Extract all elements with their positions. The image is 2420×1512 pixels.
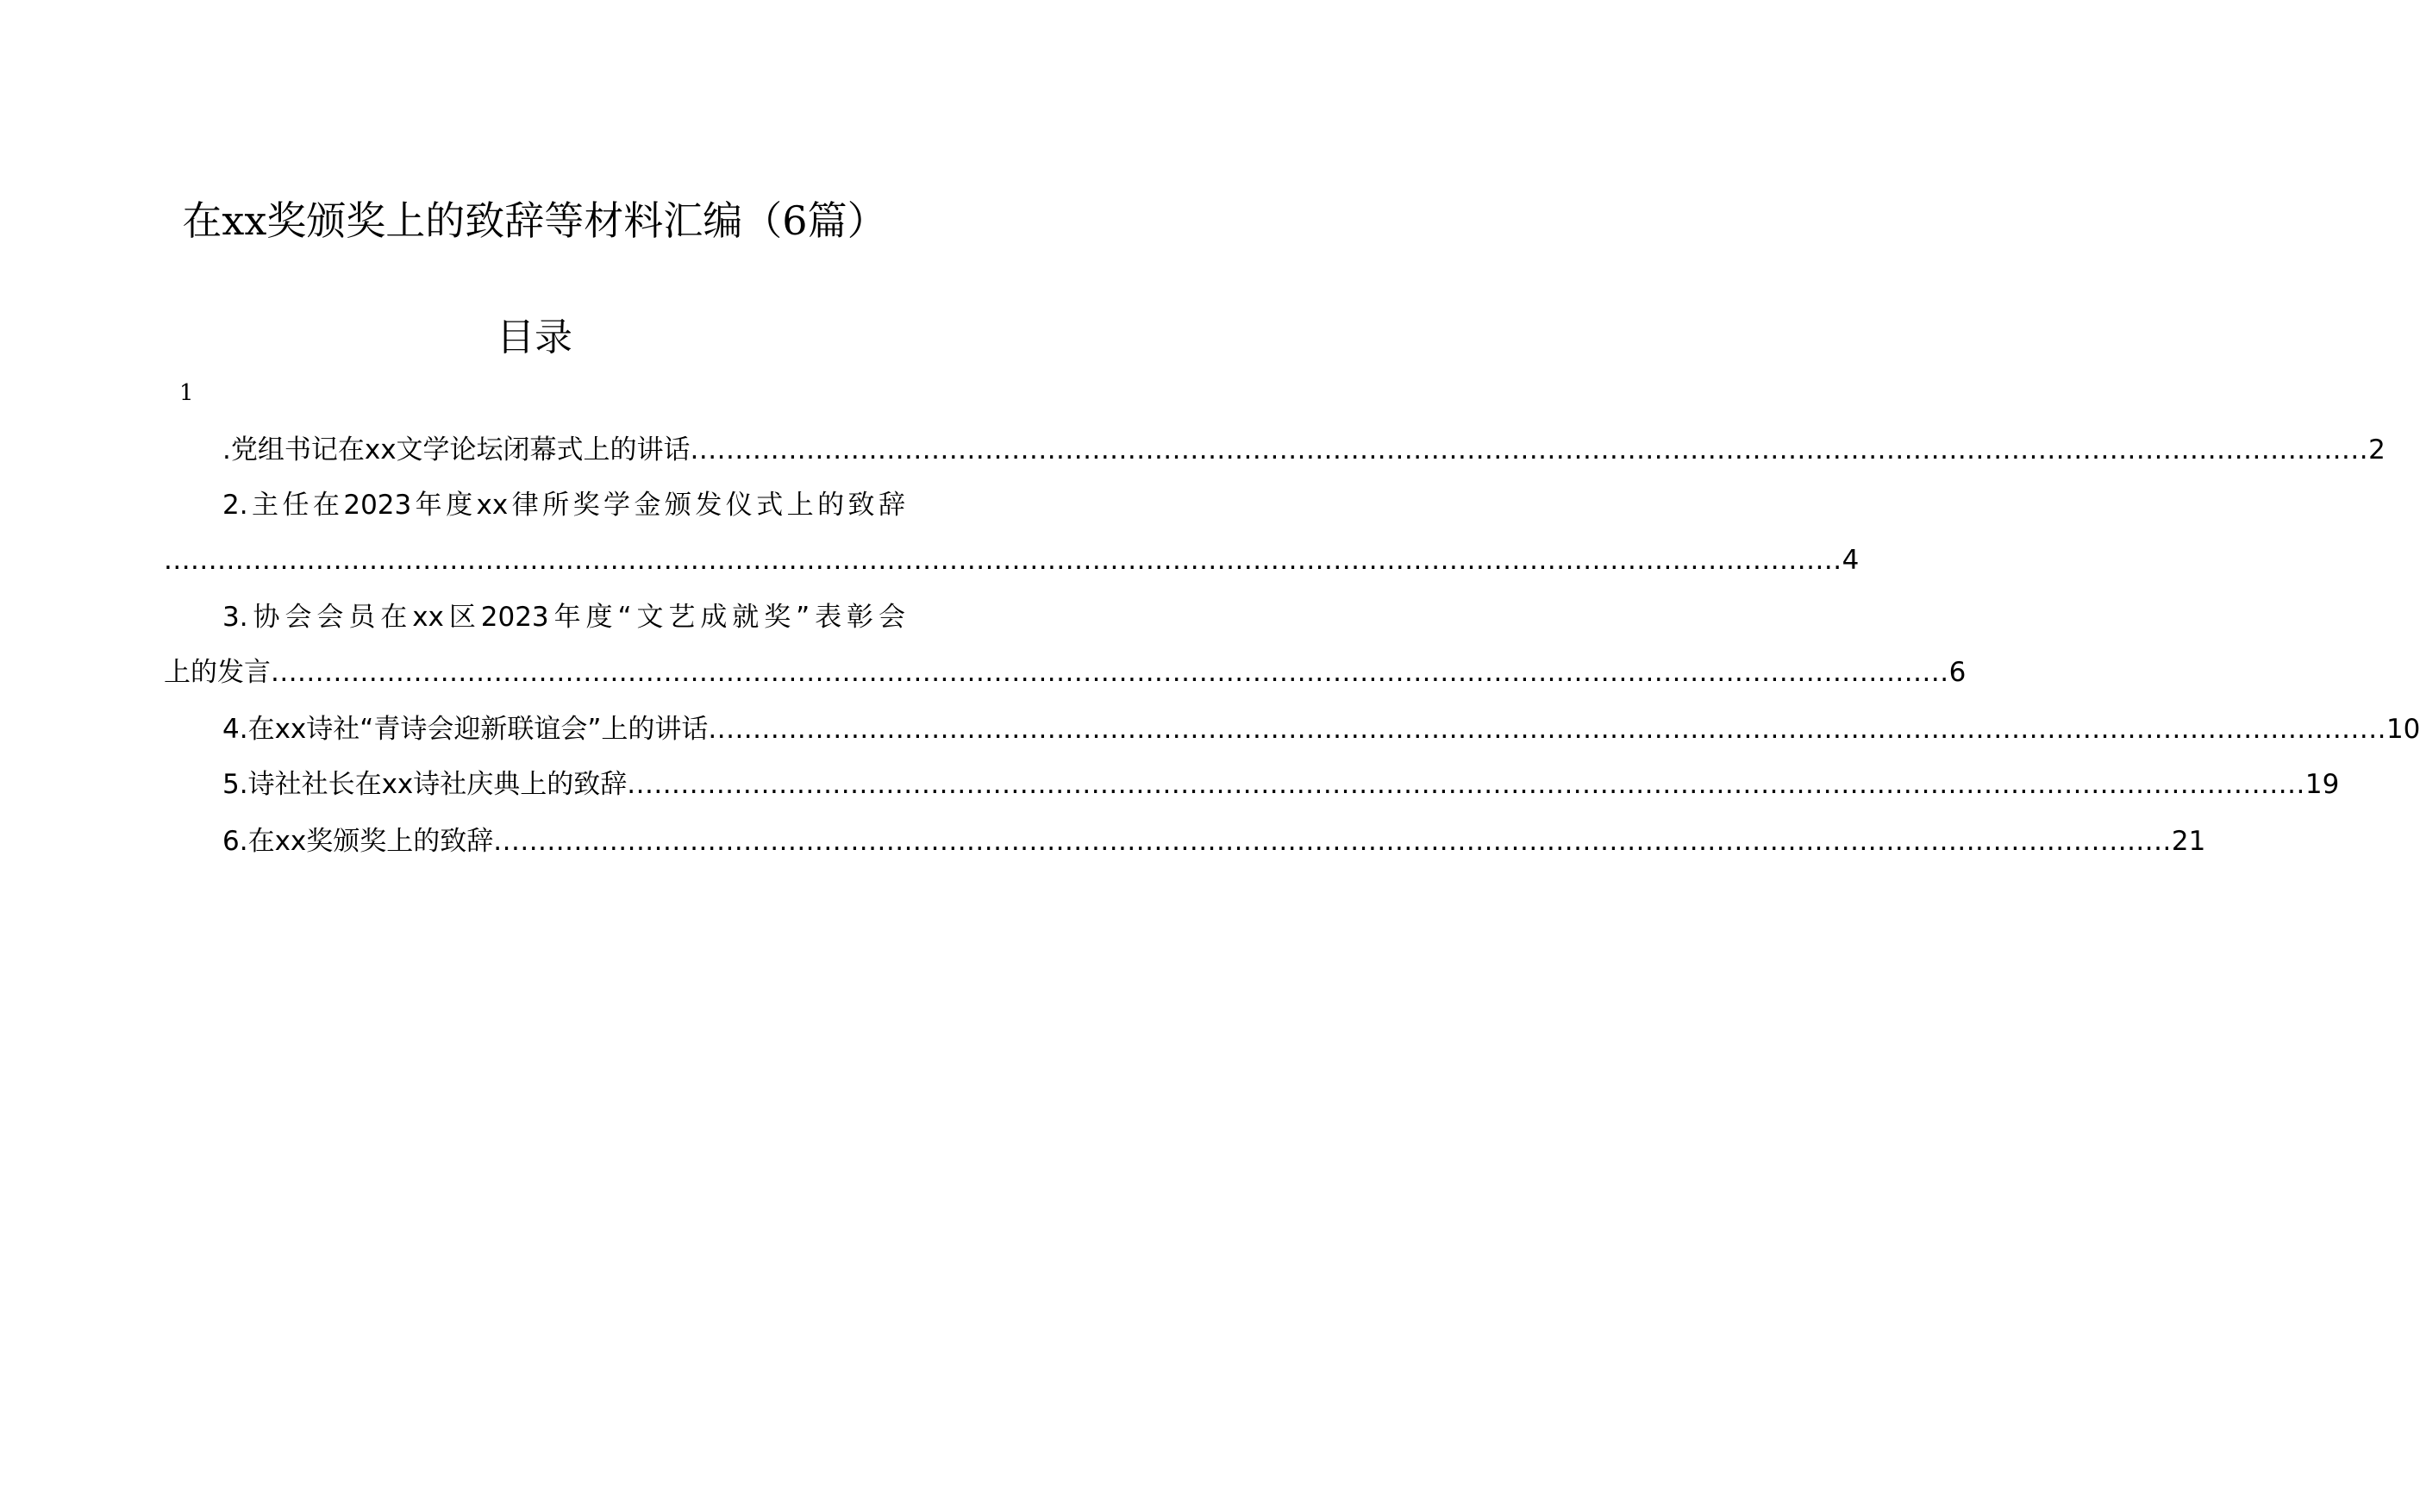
toc-entry-3-continuation[interactable]	[164, 653, 1967, 691]
toc-entry-2-continuation[interactable]	[164, 541, 1860, 579]
toc-entry-title: 3.协会会员在xx区2023年度“文艺成就奖”表彰会	[222, 602, 905, 633]
toc-heading: 目录	[497, 316, 572, 359]
toc-entry-title: 6.在xx奖颁奖上的致辞	[222, 826, 494, 857]
toc-entry-1[interactable]	[222, 431, 2386, 469]
toc-leader-dots: ............................................................................................................................................................................................	[271, 657, 1949, 688]
toc-entry-title-continuation: 上的发言	[164, 657, 271, 688]
toc-leader-dots: ............................................................................................................................................................................................	[690, 434, 2369, 465]
toc-entry-page-number: 2	[2368, 434, 2386, 465]
toc-entry-title: 2.主任在2023年度xx律所奖学金颁发仪式上的致辞	[222, 490, 905, 521]
toc-leader-dots: ............................................................................................................................................................................................	[493, 826, 2172, 857]
toc-entry-6[interactable]	[222, 822, 2206, 860]
toc-entry-5[interactable]	[222, 765, 2340, 803]
toc-entry-3[interactable]	[222, 598, 905, 636]
toc-leader-dots: ............................................................................................................................................................................................	[627, 769, 2305, 800]
toc-entry-page-number: 4	[1842, 545, 1860, 576]
toc-entry-page-number: 10	[2386, 714, 2420, 745]
toc-entry-4[interactable]	[222, 710, 2420, 748]
toc-entry-page-number: 6	[1948, 657, 1967, 688]
toc-entry-page-number: 19	[2304, 769, 2340, 800]
toc-entry-title: 5.诗社社长在xx诗社庆典上的致辞	[222, 769, 628, 800]
stray-page-number: 1	[179, 380, 194, 406]
toc-entry-title: .党组书记在xx文学论坛闭幕式上的讲话	[222, 434, 691, 465]
document-title: 在xx奖颁奖上的致辞等材料汇编（6篇）	[182, 197, 887, 244]
toc-entry-page-number: 21	[2171, 826, 2206, 857]
toc-leader-dots: ............................................................................................................................................................................................	[708, 714, 2386, 745]
toc-entry-title: 4.在xx诗社“青诗会迎新联谊会”上的讲话	[222, 714, 709, 745]
toc-leader-dots: ............................................................................................................................................................................................	[164, 545, 1842, 576]
toc-entry-2[interactable]	[222, 486, 905, 524]
